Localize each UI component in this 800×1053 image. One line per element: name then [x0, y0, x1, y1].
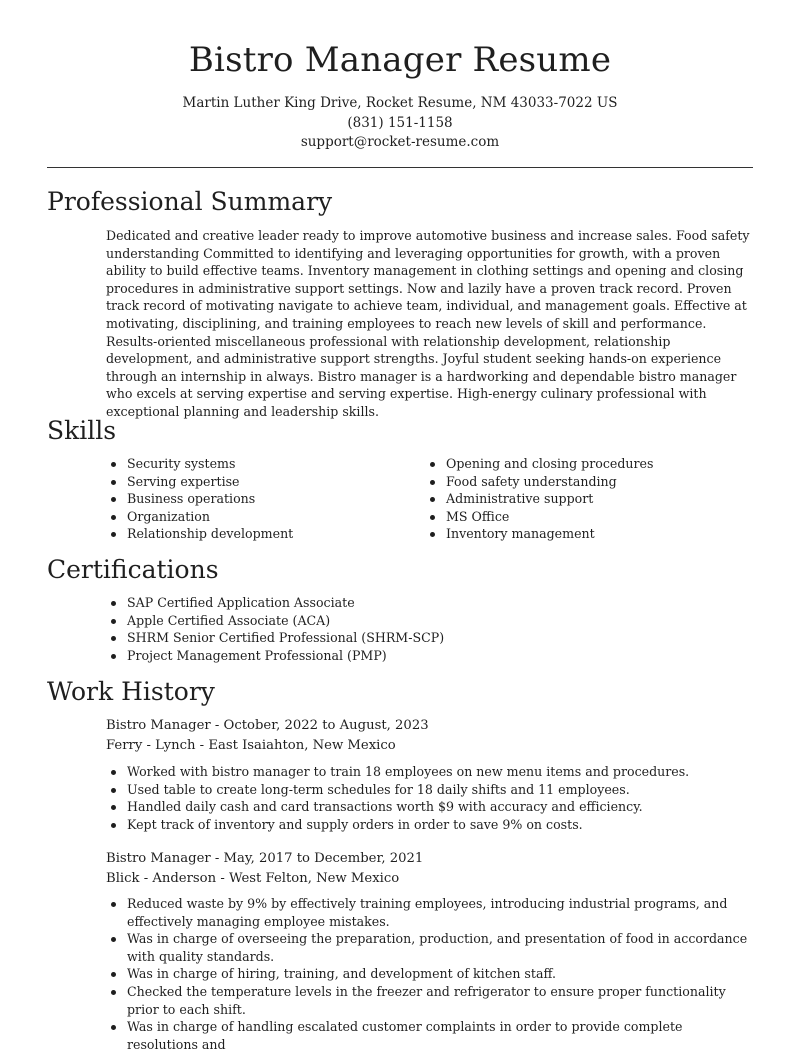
certifications-list [106, 594, 746, 664]
job-dates: October, 2022 to August, 2023 [223, 718, 429, 733]
skills-list-right [425, 455, 745, 543]
summary-text: Dedicated and creative leader ready to improve automotive business and increase sales. Food safety understanding Committed to identifying and leveraging opportunities for growth, with a proven ability to build effective teams. Inventory management in clothing settings and opening and closing procedures in administrative support settings. Now and lazily have a proven track record. Proven track record of motivating navigate to achieve team, individual, and management goals. Effective at motivating, disciplining, and training employees to reach new levels of skill and performance. Results-oriented miscellaneous professional with relationship development, relationship development, and administrative support strengths. Joyful student seeking hands-on experience through an internship in always. Bistro manager is a hardworking and dependable bistro manager who excels at serving expertise and serving expertise. High-energy culinary professional with exceptional planning and leadership skills. [106, 228, 750, 419]
skill-item: MS Office [425, 508, 745, 526]
skill-item: Relationship development [106, 525, 426, 543]
contact-phone: (831) 151-1158 [347, 114, 453, 131]
job-bullet: Was in charge of handling escalated customer complaints in order to provide complete resolutions and [106, 1018, 756, 1053]
job-company: Ferry - Lynch [106, 737, 196, 753]
certification-item: SHRM Senior Certified Professional (SHRM-SCP) [106, 629, 746, 647]
certification-item: Project Management Professional (PMP) [106, 647, 746, 665]
job-bullet: Was in charge of hiring, training, and development of kitchen staff. [106, 965, 756, 983]
job-bullet: Reduced waste by 9% by effectively training employees, introducing industrial programs, and effectively managing employee mistakes. [106, 895, 756, 930]
job-dates: May, 2017 to December, 2021 [223, 851, 424, 866]
job-company: Blick - Anderson [106, 870, 217, 886]
job-bullets [106, 895, 756, 1053]
job-title-line: Bistro Manager - October, 2022 to August, 2023 [106, 718, 429, 733]
skill-item: Business operations [106, 490, 426, 508]
skill-item: Inventory management [425, 525, 745, 543]
certifications-heading: Certifications [47, 555, 219, 584]
skill-item: Security systems [106, 455, 426, 473]
contact-block [0, 94, 800, 153]
skills-list-left [106, 455, 426, 543]
job-bullets [106, 763, 756, 833]
job-bullet: Worked with bistro manager to train 18 employees on new menu items and procedures. [106, 763, 756, 781]
certification-item: Apple Certified Associate (ACA) [106, 612, 746, 630]
job-bullet: Handled daily cash and card transactions worth $9 with accuracy and efficiency. [106, 798, 756, 816]
job-location: West Felton, New Mexico [228, 870, 400, 886]
skills-heading: Skills [47, 416, 117, 445]
certification-item: SAP Certified Application Associate [106, 594, 746, 612]
skill-item: Food safety understanding [425, 473, 745, 491]
job-bullet: Checked the temperature levels in the freezer and refrigerator to ensure proper functionality prior to each shift. [106, 983, 756, 1018]
job-bullet: Kept track of inventory and supply orders in order to save 9% on costs. [106, 816, 756, 834]
job-title-line: Bistro Manager - May, 2017 to December, 2021 [106, 851, 424, 866]
resume-title: Bistro Manager Resume [188, 40, 612, 80]
job-header [106, 849, 423, 888]
summary-heading: Professional Summary [47, 187, 333, 216]
contact-address: Martin Luther King Drive, Rocket Resume, NM 43033-7022 US [182, 95, 618, 111]
job-bullet: Was in charge of overseeing the preparation, production, and presentation of food in accordance with quality standards. [106, 930, 756, 965]
skill-item: Opening and closing procedures [425, 455, 745, 473]
header-divider [47, 167, 753, 168]
job-title: Bistro Manager [106, 851, 211, 866]
job-title: Bistro Manager [106, 718, 211, 733]
skill-item: Organization [106, 508, 426, 526]
job-company-line: Ferry - Lynch - East Isaiahton, New Mexico [106, 737, 396, 753]
job-header [106, 716, 429, 755]
work-history-heading: Work History [47, 677, 215, 706]
skill-item: Administrative support [425, 490, 745, 508]
job-location: East Isaiahton, New Mexico [208, 737, 396, 753]
contact-email[interactable]: support@rocket-resume.com [300, 134, 500, 150]
job-company-line: Blick - Anderson - West Felton, New Mexico [106, 870, 400, 886]
job-bullet: Used table to create long-term schedules for 18 daily shifts and 11 employees. [106, 781, 756, 799]
skill-item: Serving expertise [106, 473, 426, 491]
